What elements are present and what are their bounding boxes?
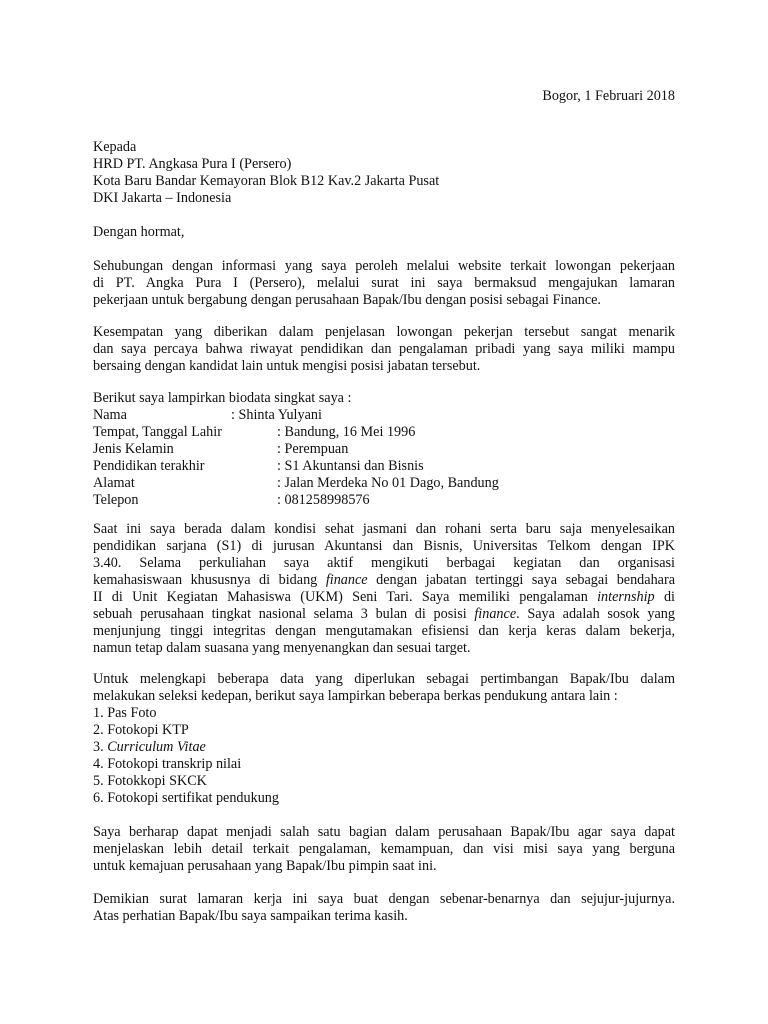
biodata-label: Pendidikan terakhir — [93, 458, 205, 474]
biodata-label: Jenis Kelamin — [93, 441, 174, 457]
recipient-to: Kepada — [93, 139, 137, 155]
biodata-value: : Jalan Merdeka No 01 Dago, Bandung — [277, 475, 499, 491]
biodata-row — [93, 424, 675, 441]
biodata-row — [93, 475, 675, 492]
paragraph-profile — [93, 521, 675, 657]
italic-term: Curriculum Vitae — [107, 739, 206, 755]
paragraph-line: namun tetap dalam suasana yang menyenangkan dan sesuai target. — [93, 640, 471, 656]
paragraph-line: melakukan seleksi kedepan, berikut saya lampirkan beberapa berkas pendukung antara lain : — [93, 688, 618, 704]
salutation-text: Dengan hormat, — [93, 224, 185, 240]
recipient-address: Kota Baru Bandar Kemayoran Blok B12 Kav.2 Jakarta Pusat — [93, 173, 440, 189]
biodata-label: Tempat, Tanggal Lahir — [93, 424, 222, 440]
paragraph-line: Atas perhatian Bapak/Ibu saya sampaikan terima kasih. — [93, 908, 408, 924]
paragraph-line: Sehubungan dengan informasi yang saya peroleh melalui website terkait lowongan pekerjaan — [93, 258, 675, 274]
recipient-region: DKI Jakarta – Indonesia — [93, 190, 232, 206]
biodata-row — [93, 441, 675, 458]
list-item: 2. Fotokopi KTP — [93, 722, 189, 738]
recipient-company: HRD PT. Angkasa Pura I (Persero) — [93, 156, 292, 172]
paragraph-line: Saya berharap dapat menjadi salah satu bagian dalam perusahaan Bapak/Ibu agar saya dapat — [93, 824, 675, 840]
paragraph-line: menjunjung tinggi integritas dengan mengutamakan efisiensi dan kerja keras dalam bekerja, — [93, 623, 675, 639]
paragraph-intro — [93, 258, 675, 309]
text-run: kemahasiswaan khususnya di bidang — [93, 572, 326, 588]
paragraph-attachments — [93, 671, 675, 807]
paragraph-line: pendidikan sarjana (S1) di jurusan Akuntansi dan Bisnis, Universitas Telkom dengan IPK — [93, 538, 675, 554]
italic-term: finance — [325, 572, 368, 588]
salutation — [93, 224, 675, 241]
biodata-row — [93, 458, 675, 475]
biodata-value: : 081258998576 — [277, 492, 370, 508]
biodata-value: : S1 Akuntansi dan Bisnis — [277, 458, 424, 474]
text-run: dengan jabatan tertinggi saya sebagai bendahara — [367, 572, 675, 588]
list-item: 1. Pas Foto — [93, 705, 157, 721]
biodata-value: : Shinta Yulyani — [231, 407, 322, 423]
italic-term: internship — [597, 589, 655, 605]
paragraph-line: pekerjaan untuk bergabung dengan perusahaan Bapak/Ibu dengan posisi sebagai Finance. — [93, 292, 601, 308]
biodata-intro: Berikut saya lampirkan biodata singkat saya : — [93, 390, 352, 406]
text-run: . Saya adalah sosok yang — [516, 606, 675, 622]
list-number: 3. — [93, 739, 108, 755]
paragraph-line: menjelaskan lebih detail terkait pengalaman, kemampuan, dan visi misi saya yang berguna — [93, 841, 675, 857]
paragraph-closing — [93, 891, 675, 925]
italic-term: finance — [474, 606, 517, 622]
paragraph-line: dan saya percaya bahwa riwayat pendidikan dan pengalaman pribadi yang saya miliki mampu — [93, 341, 675, 357]
paragraph-motivation — [93, 324, 675, 375]
paragraph-line: bersaing dengan kandidat lain untuk mengisi posisi jabatan tersebut. — [93, 358, 481, 374]
paragraph-line — [93, 589, 675, 606]
paragraph-line: di PT. Angka Pura I (Persero), melalui surat ini saya bermaksud mengajukan lamaran — [93, 275, 675, 291]
text-run: di — [654, 589, 675, 605]
letter-date: Bogor, 1 Februari 2018 — [542, 88, 675, 104]
text-run: sebuah perusahaan tingkat nasional selama 3 bulan di posisi — [93, 606, 475, 622]
biodata-label: Alamat — [93, 475, 135, 491]
paragraph-line: Kesempatan yang diberikan dalam penjelasan lowongan pekerjan tersebut sangat menarik — [93, 324, 675, 340]
list-item: 5. Fotokkopi SKCK — [93, 773, 207, 789]
biodata-row — [93, 492, 675, 509]
biodata-value: : Bandung, 16 Mei 1996 — [277, 424, 416, 440]
recipient-block — [93, 139, 675, 207]
biodata-value: : Perempuan — [277, 441, 349, 457]
paragraph-line: 3.40. Selama perkuliahan saya aktif mengikuti berbagai kegiatan dan organisasi — [93, 555, 675, 571]
list-item: 6. Fotokopi sertifikat pendukung — [93, 790, 279, 806]
list-item — [93, 739, 675, 756]
paragraph-line: Saat ini saya berada dalam kondisi sehat jasmani dan rohani serta baru saja menyelesaikan — [93, 521, 675, 537]
paragraph-line: untuk kemajuan perusahaan yang Bapak/Ibu pimpin saat ini. — [93, 858, 437, 874]
paragraph-line: Demikian surat lamaran kerja ini saya buat dengan sebenar-benarnya dan sejujur-jujurnya. — [93, 891, 675, 907]
biodata-section — [93, 390, 675, 509]
list-item: 4. Fotokopi transkrip nilai — [93, 756, 242, 772]
biodata-row — [93, 407, 675, 424]
biodata-label: Nama — [93, 407, 127, 423]
paragraph-line — [93, 572, 675, 589]
biodata-label: Telepon — [93, 492, 139, 508]
paragraph-line — [93, 606, 675, 623]
paragraph-hope — [93, 824, 675, 875]
text-run: II di Unit Kegiatan Mahasiswa (UKM) Seni Tari. Saya memiliki pengalaman — [93, 589, 598, 605]
paragraph-line: Untuk melengkapi beberapa data yang diperlukan sebagai pertimbangan Bapak/Ibu dalam — [93, 671, 675, 687]
